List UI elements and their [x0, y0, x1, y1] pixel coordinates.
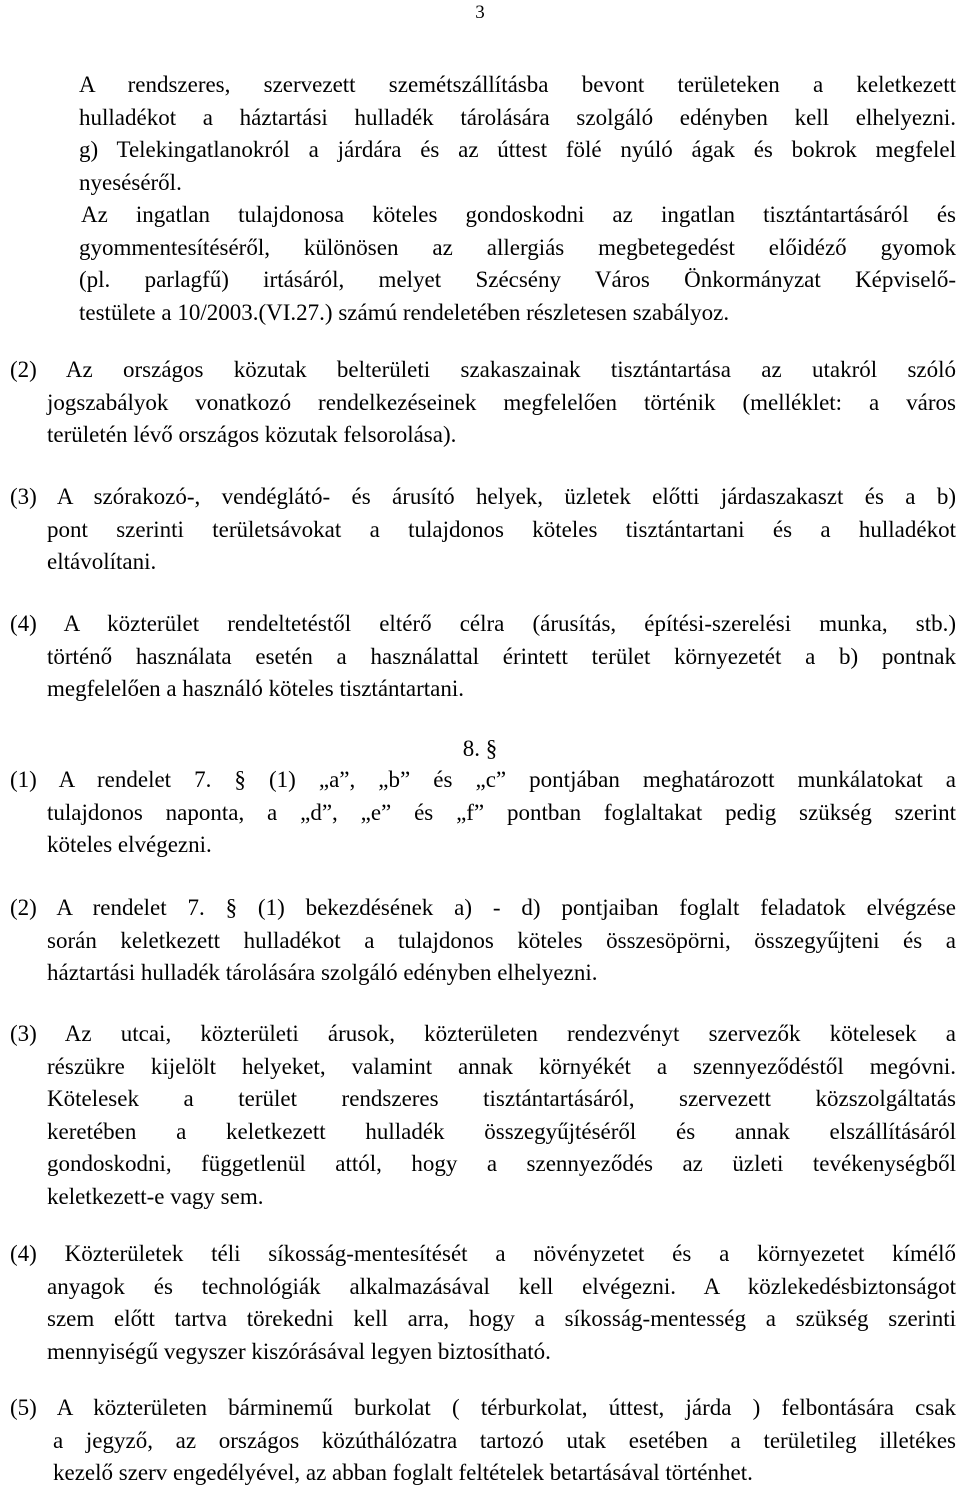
s8p3-line-5: gondoskodni, függetlenül attól, hogy a szennyeződés az üzleti tevékenységből	[47, 1151, 956, 1177]
p3-line-1: (3) A szórakozó-, vendéglátó- és árusító helyek, üzletek előtti járdaszakaszt és a b)	[10, 484, 956, 509]
s8p2-line-1: (2) A rendelet 7. § (1) bekezdésének a) - d) pontjaiban foglalt feladatok elvégzése	[10, 895, 956, 920]
s8p3-line-2: részükre kijelölt helyeket, valamint annak környékét a szennyeződéstől megóvni.	[47, 1053, 956, 1079]
intro-line-3: g) Telekingatlanokról a járdára és az úttest fölé nyúló ágak és bokrok megfelel	[79, 137, 956, 163]
section-8-paragraph-2	[10, 892, 956, 990]
paragraph-2	[10, 354, 956, 452]
s8p5-line-1: (5) A közterületen bárminemű burkolat ( térburkolat, úttest, járda ) felbontására csak	[10, 1395, 956, 1420]
s8p4-line-2: anyagok és technológiák alkalmazásával kell elvégezni. A közlekedésbiztonságot	[47, 1273, 956, 1299]
s8p1-line-2: tulajdonos naponta, a „d”, „e” és „f” pontban foglaltakat pedig szükség szerint	[47, 799, 956, 825]
s8p1-line-3: köteles elvégezni.	[47, 832, 212, 858]
p2-line-2: jogszabályok vonatkozó rendelkezéseinek megfelelően történik (melléklet: a város	[47, 389, 956, 415]
p4-line-1: (4) A közterület rendeltetéstől eltérő célra (árusítás, építési-szerelési munka, stb.)	[10, 611, 956, 636]
s8p2-line-3: háztartási hulladék tárolására szolgáló edényben elhelyezni.	[47, 960, 598, 986]
s8p1-line-1: (1) A rendelet 7. § (1) „a”, „b” és „c” pontjában meghatározott munkálatokat a	[10, 767, 956, 792]
section-8-paragraph-4	[10, 1238, 956, 1368]
s8p3-line-3: Kötelesek a terület rendszeres tisztántartásáról, szervezett közszolgáltatás	[47, 1086, 956, 1112]
section-8-paragraph-3	[10, 1018, 956, 1214]
s8p2-line-2: során keletkezett hulladékot a tulajdonos köteles összesöpörni, összegyűjteni és a	[47, 927, 956, 953]
p3-line-3: eltávolítani.	[47, 549, 157, 575]
s8p4-line-3: szem előtt tartva törekedni kell arra, hogy a síkosság-mentesség a szükség szerinti	[47, 1306, 956, 1332]
intro-line-1: A rendszeres, szervezett szemétszállításba bevont területeken a keletkezett	[79, 72, 956, 97]
page-number: 3	[475, 2, 485, 23]
p2-line-3: területén lévő országos közutak felsorolása).	[47, 422, 457, 448]
intro-line-2: hulladékot a háztartási hulladék tárolására szolgáló edényben kell elhelyezni.	[79, 104, 956, 130]
owner-line-2: gyommentesítéséről, különösen az allergiás megbetegedést előidéző gyomok	[79, 234, 956, 260]
intro-paragraph	[79, 69, 956, 199]
s8p3-line-6: keletkezett-e vagy sem.	[47, 1183, 264, 1209]
s8p5-line-2: a jegyző, az országos közúthálózatra tartozó utak esetében a területileg illetékes	[53, 1427, 956, 1453]
owner-obligation-paragraph	[79, 199, 956, 329]
owner-line-1: Az ingatlan tulajdonosa köteles gondoskodni az ingatlan tisztántartásáról és	[81, 202, 956, 227]
s8p3-line-4: keretében a keletkezett hulladék összegyűjtéséről és annak elszállításáról	[47, 1118, 956, 1144]
p2-line-1: (2) Az országos közutak belterületi szakaszainak tisztántartása az utakról szóló	[10, 357, 956, 382]
section-heading: 8. §	[462, 736, 498, 761]
owner-line-3: (pl. parlagfű) irtásáról, melyet Szécsény Város Önkormányzat Képviselő-	[79, 267, 956, 293]
p4-line-2: történő használata esetén a használattal érintett terület környezetét a b) pontnak	[47, 643, 956, 669]
p3-line-2: pont szerinti területsávokat a tulajdonos köteles tisztántartani és a hulladékot	[47, 516, 956, 542]
paragraph-3	[10, 481, 956, 579]
s8p3-line-1: (3) Az utcai, közterületi árusok, közterületen rendezvényt szervezők kötelesek a	[10, 1021, 956, 1046]
owner-line-4: testülete a 10/2003.(VI.27.) számú rendeletében részletesen szabályoz.	[79, 299, 730, 325]
intro-line-4: nyeséséről.	[79, 169, 182, 195]
paragraph-4	[10, 608, 956, 706]
s8p4-line-1: (4) Közterületek téli síkosság-mentesítését a növényzetet és a környezetet kímélő	[10, 1241, 956, 1266]
p4-line-3: megfelelően a használó köteles tisztántartani.	[47, 676, 465, 702]
section-8-paragraph-1	[10, 764, 956, 862]
s8p5-line-3: kezelő szerv engedélyével, az abban foglalt feltételek betartásával történhet.	[53, 1460, 753, 1486]
s8p4-line-4: mennyiségű vegyszer kiszórásával legyen biztosítható.	[47, 1338, 551, 1364]
section-8-paragraph-5	[10, 1392, 956, 1490]
